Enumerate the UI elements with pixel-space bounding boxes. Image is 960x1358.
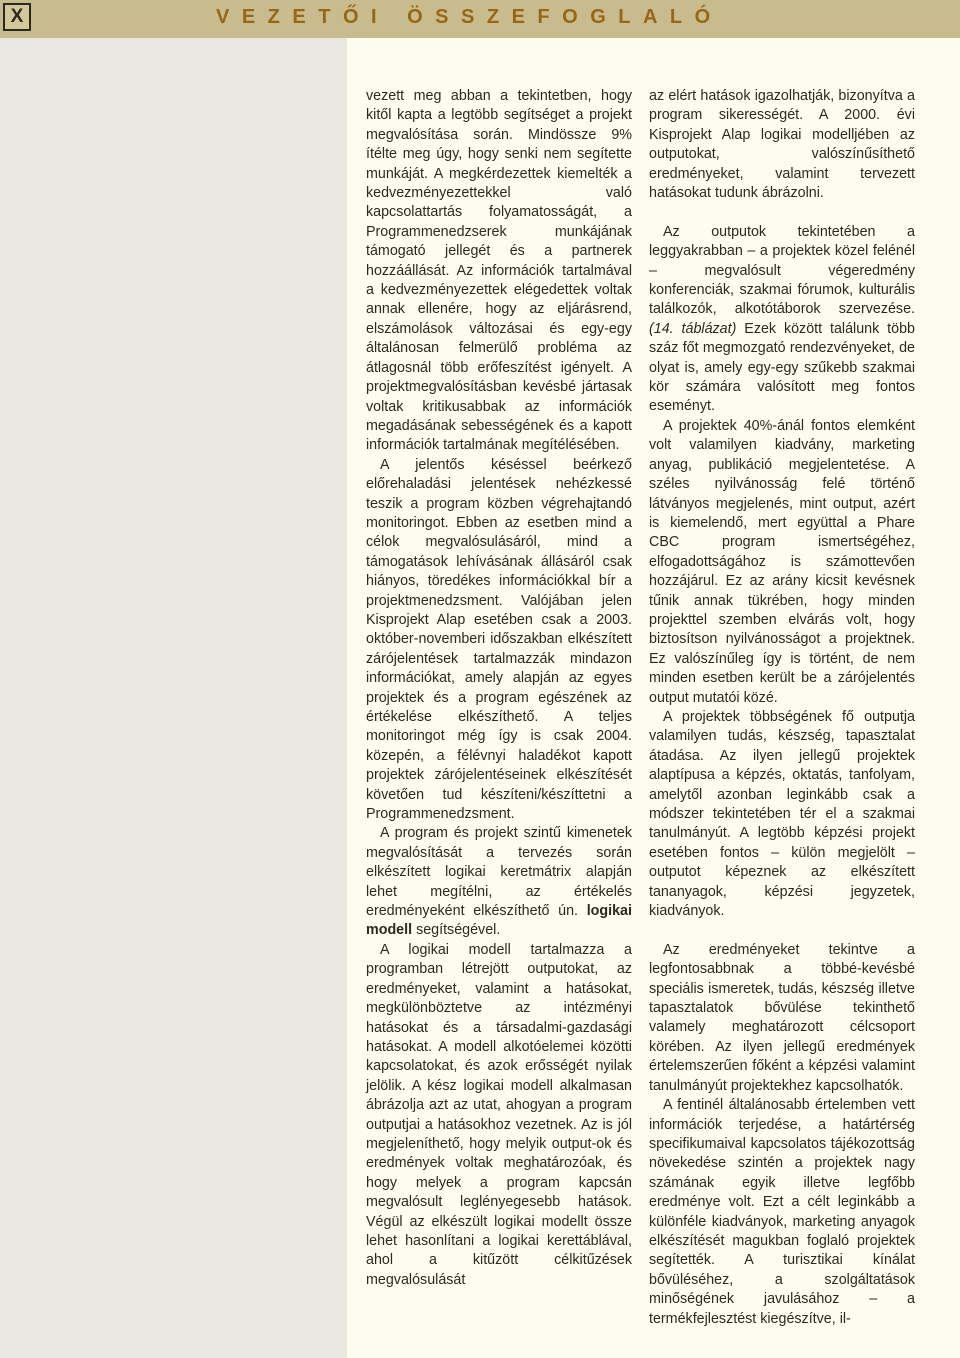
- header-bar: [0, 0, 960, 38]
- paragraph: A projektek 40%-ánál fontos elemként volt valamilyen kiadvány, marketing anyag, publikáció megjelentetése. A széles nyilvánosság felé történő látványos megjelenés, mint output, azért is kiemelendő, mert együttal a Phare CBC program ismertségéhez, elfogadottságához is számottevően hozzájárul. Ez az arány kicsit kevésnek tűnik annak tükrében, hogy minden projekttel szemben elvárás volt, hogy biztosítson nyilvánosságot a projektnek. Ez valószínűleg így is történt, de nem minden esetben került be a zárójelentés output mutatói közé.: [649, 417, 915, 706]
- paragraph-text: Az outputok tekintetében a leggyakrabban – a projektek közel felénél – megvalósult végeredmény konferenciák, szakmai fórumok, kulturális találkozók, alkotótáborok szervezése.: [649, 223, 915, 318]
- chapter-badge: X: [3, 3, 31, 31]
- text-column-right: [649, 87, 915, 1329]
- paragraph: A logikai modell tartalmazza a programban létrejött outputokat, az eredményeket, valamint a hatásokat, megkülönböztetve az intézményi hatásokat és a társadalmi-gazdasági hatásokat. A modell alkotóelemei közötti kapcsolatokat, és azok erősségét nyilak jelölik. A kész logikai modell alkalmasan ábrázolja azt az utat, ahogyan a program outputjai a hatásokhoz vezetnek. Az is jól megjeleníthető, hogy melyik output-ok és eredmények voltak meghatározóak, és hogy melyek a program kapcsán megvalósult leglényegesebb hatások. Végül az elkészült logikai modellt össze lehet hasonlítani a logikai kerettáblával, ahol a kitűzött célkitűzések megvalósulását: [366, 941, 632, 1288]
- paragraph: az elért hatások igazolhatják, bizonyítva a program sikerességét. A 2000. évi Kisprojekt Alap logikai modelljében az outputokat, valószínűsíthető eredményeket, valamint tervezett hatásokat tudunk ábrázolni.: [649, 88, 915, 202]
- paragraph-text: A program és projekt szintű kimenetek megvalósítását a tervezés során elkészített logikai keretmátrix alapján lehet megítélni, az értékelés eredményeként elkészíthető ún.: [366, 825, 632, 920]
- paragraph: [366, 824, 632, 940]
- table-reference: (14. táblázat): [649, 320, 737, 337]
- paragraph: A jelentős késéssel beérkező előrehaladási jelentések nehézkessé teszik a program közben végrehajtandó monitoringot. Ebben az esetben mind a célok megvalósulásáról, mind a támogatások lehívásának állásáról csak hiányos, töredékes információkkal bír a projektmenedzsment. Valójában jelen Kisprojekt Alap esetében csak a 2003. október-novemberi időszakban elkészített zárójelentések tartalmazzák mindazon információkat, amely alapján az egyes projektek és a program egészének az értékelése elkészíthető. A teljes monitoringot még így is csak 2004. közepén, a félévnyi haladékot kapott projektek zárójelentéseinek elkészítését követően tud készíteni/készíttetni a Programmenedzsment.: [366, 456, 632, 823]
- paragraph-text: segítségével.: [416, 922, 501, 939]
- paragraph: Az eredményeket tekintve a legfontosabbnak a többé-kevésbé speciális ismeretek, tudás, készség illetve tapasztalatok bővülése tekinthető valamely meghatározott célcsoport körében. Az ilyen jellegű eredmények értelemszerűen főként a képzési valamint tanulmányút projektekhez kapcsolhatók.: [649, 941, 915, 1094]
- margin-panel: [0, 38, 347, 1358]
- paragraph: A fentinél általánosabb értelemben vett információk terjedése, a határtérség specifikumaival kapcsolatos tájékozottság növekedése szintén a projektek nagy számának egyik illetve legfőbb eredménye volt. Ezt a célt leginkább a különféle kiadványok, marketing anyagok elkészítését magukban foglaló projektek segítették. A turisztikai kínálat bővüléséhez, a szolgáltatások minőségének javulásához – a termékfejlesztést kiegészítve, il-: [649, 1097, 915, 1327]
- paragraph: [649, 223, 915, 417]
- paragraph: vezett meg abban a tekintetben, hogy kitől kapta a legtöbb segítséget a projekt megvalósítása során. Mindössze 9% ítélte meg úgy, hogy senki nem segítette munkáját. A megkérdezettek kiemelték a kedvezményezettekkel való kapcsolattartás folyamatosságát, a Programmenedzserek munkájának támogató jellegét és a partnerek hozzáállását. Az információk tartalmával a kedvezményezettek elégedettek voltak annak ellenére, hogy az eljárásrend, elszámolások változásai és egy-egy általánosan felmerülő probléma az átlagosnál több erőfeszítést igényelt. A projektmegvalósításban kevésbé jártasak voltak kritikusabbak az információk megadásának sebességének és a kapott információk tartalmának megítélésében.: [366, 88, 632, 454]
- paragraph: A projektek többségének fő outputja valamilyen tudás, készség, tapasztalat átadása. Az ilyen jellegű projektek alaptípusa a képzés, oktatás, tanfolyam, amelytől azonban leginkább csak a módszer tekintetében tér el a szakmai tanulmányút. A legtöbb képzési projekt esetében fontos – külön megjelölt – outputot képeznek az elkészített tananyagok, képzési jegyzetek, kiadványok.: [649, 708, 915, 920]
- paragraph-text: Ezek között találunk több száz főt megmozgató rendezvényeket, de olyat is, amely egy-egy szűkebb szakmai kör számára valósított meg fontos eseményt.: [649, 320, 915, 415]
- text-column-left: [366, 87, 632, 1290]
- page-title: VEZETŐI ÖSSZEFOGLALÓ: [216, 6, 723, 28]
- emphasis-term: logikai modell: [366, 903, 632, 939]
